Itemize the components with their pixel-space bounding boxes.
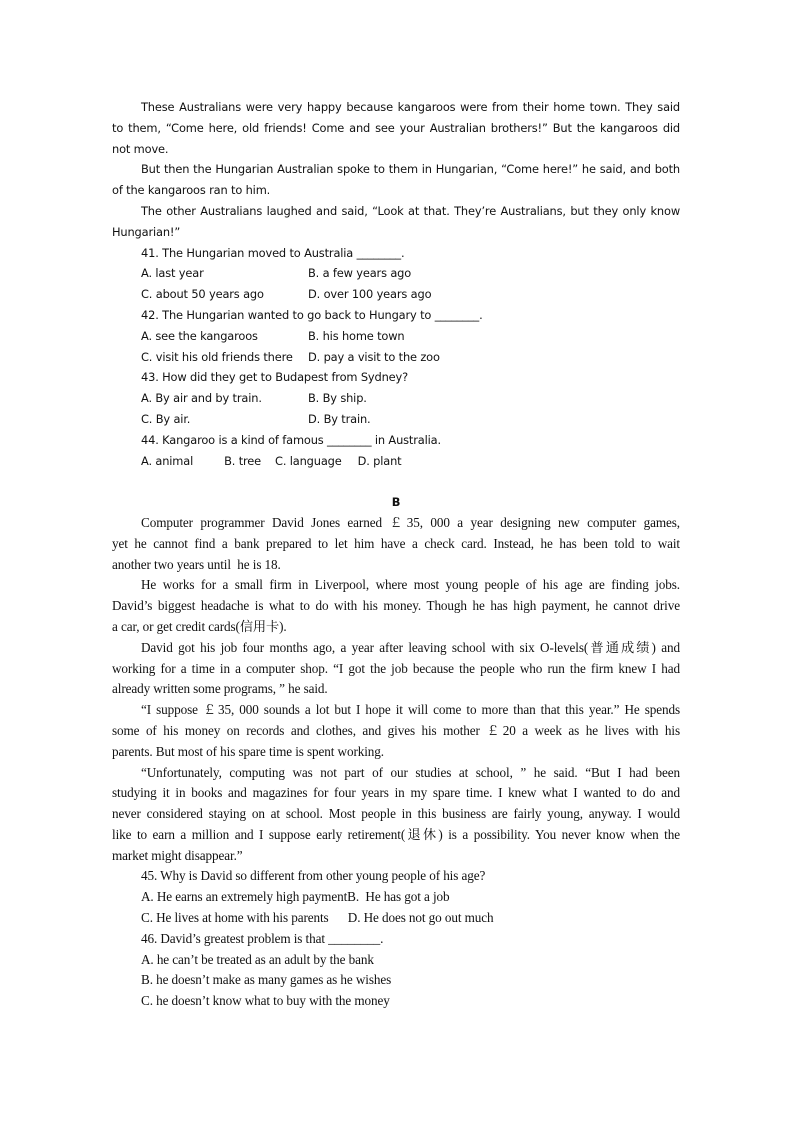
- option-c: C. visit his old friends there: [141, 349, 293, 364]
- option-c: C. he doesn’t know what to buy with the money: [141, 993, 390, 1009]
- passage-a-text: of the kangaroos ran to him.: [112, 183, 271, 198]
- passage-b-text: “Unfortunately, computing was not part of our studies at school, ” he said. “But I had been: [141, 764, 680, 780]
- options-row: [112, 263, 680, 284]
- question-45-options: A. He earns an extremely high paymentB. He has got a job: [141, 889, 450, 905]
- passage-b-text: studying it in books and magazines for four years in my spare time. I knew what I wanted to do and: [112, 785, 680, 801]
- option-d: D. pay a visit to the zoo: [308, 349, 440, 364]
- question-45: 45. Why is David so different from other young people of his age?: [141, 868, 486, 884]
- option-a: A. By air and by train.: [141, 391, 262, 406]
- passage-a-text: to them, “Come here, old friends! Come and see your Australian brothers!” But the kangaroos did: [112, 120, 680, 135]
- option-a: A. see the kangaroos: [141, 328, 258, 343]
- options-row: [112, 326, 680, 347]
- passage-b-text: parents. But most of his spare time is spent working.: [112, 743, 384, 759]
- options-row: [112, 388, 680, 409]
- passage-b-text: some of his money on records and clothes, and gives his mother ￡20 a week as he lives with his: [112, 722, 680, 738]
- question-45-options: C. He lives at home with his parents D. He does not go out much: [141, 910, 494, 926]
- passage-b-text: working for a time in a computer shop. “I got the job because the people who run the firm knew I had: [112, 660, 680, 676]
- passage-a-text: These Australians were very happy because kangaroos were from their home town. They said: [141, 100, 680, 114]
- option-b: B. he doesn’t make as many games as he wishes: [141, 972, 392, 988]
- passage-b-text: He works for a small firm in Liverpool, where most young people of his age are finding jobs.: [141, 577, 680, 593]
- option-b: B. a few years ago: [308, 266, 412, 281]
- passage-b-text: another two years until he is 18.: [112, 556, 281, 572]
- passage-b-text: already written some programs, ” he said.: [112, 681, 328, 697]
- passage-a-text: But then the Hungarian Australian spoke to them in Hungarian, “Come here!” he said, and both: [141, 162, 680, 177]
- option-c: C. By air.: [141, 411, 191, 426]
- passage-b-text: a car, or get credit cards(信用卡).: [112, 618, 287, 634]
- passage-a-text: Hungarian!”: [112, 224, 181, 239]
- option-d: D. plant: [357, 453, 402, 468]
- option-b: B. tree: [224, 453, 262, 468]
- passage-b-text: Computer programmer David Jones earned ￡35, 000 a year designing new computer games,: [141, 514, 680, 530]
- passage-a-text: The other Australians laughed and said, “Look at that. They’re Australians, but they only know: [141, 203, 680, 218]
- question-41: 41. The Hungarian moved to Australia ________.: [141, 245, 405, 260]
- passage-b-text: market might disappear.”: [112, 847, 243, 863]
- passage-a-text: not move.: [112, 141, 169, 156]
- option-a: A. animal: [141, 453, 194, 468]
- option-d: D. over 100 years ago: [308, 287, 432, 302]
- question-43: 43. How did they get to Budapest from Sydney?: [141, 370, 408, 385]
- passage-b-text: like to earn a million and I suppose early retirement(退休) is a possibility. You never know when the: [112, 826, 680, 842]
- options-row: [112, 284, 680, 305]
- option-a: A. last year: [141, 266, 204, 281]
- option-d: D. By train.: [308, 411, 371, 426]
- passage-b-text: David got his job four months ago, a year after leaving school with six O-levels(普通成绩) and: [141, 639, 680, 655]
- question-44: 44. Kangaroo is a kind of famous ________ in Australia.: [141, 432, 441, 447]
- option-b: B. By ship.: [308, 391, 367, 406]
- passage-b-text: David’s biggest headache is what to do with his money. Though he has high payment, he cannot drive: [112, 598, 680, 614]
- options-row: [112, 347, 680, 368]
- option-c: C. language: [275, 453, 342, 468]
- section-b-heading: B: [391, 495, 401, 510]
- option-a: A. he can’t be treated as an adult by the bank: [141, 951, 374, 967]
- passage-b-text: yet he cannot find a bank prepared to let him have a check card. Instead, he has been told to wait: [112, 535, 680, 551]
- document-page: [112, 97, 680, 1012]
- question-46: 46. David’s greatest problem is that ________.: [141, 930, 384, 946]
- passage-b-text: “I suppose ￡35, 000 sounds a lot but I hope it will come to more than that this year.” He spends: [141, 702, 680, 718]
- question-42: 42. The Hungarian wanted to go back to Hungary to ________.: [141, 307, 483, 322]
- passage-b-text: never considered staying on at school. Most people in this business are fairly young, anyway. I would: [112, 806, 680, 822]
- options-row: [112, 409, 680, 430]
- option-c: C. about 50 years ago: [141, 287, 264, 302]
- option-b: B. his home town: [308, 328, 405, 343]
- options-row: [112, 451, 680, 472]
